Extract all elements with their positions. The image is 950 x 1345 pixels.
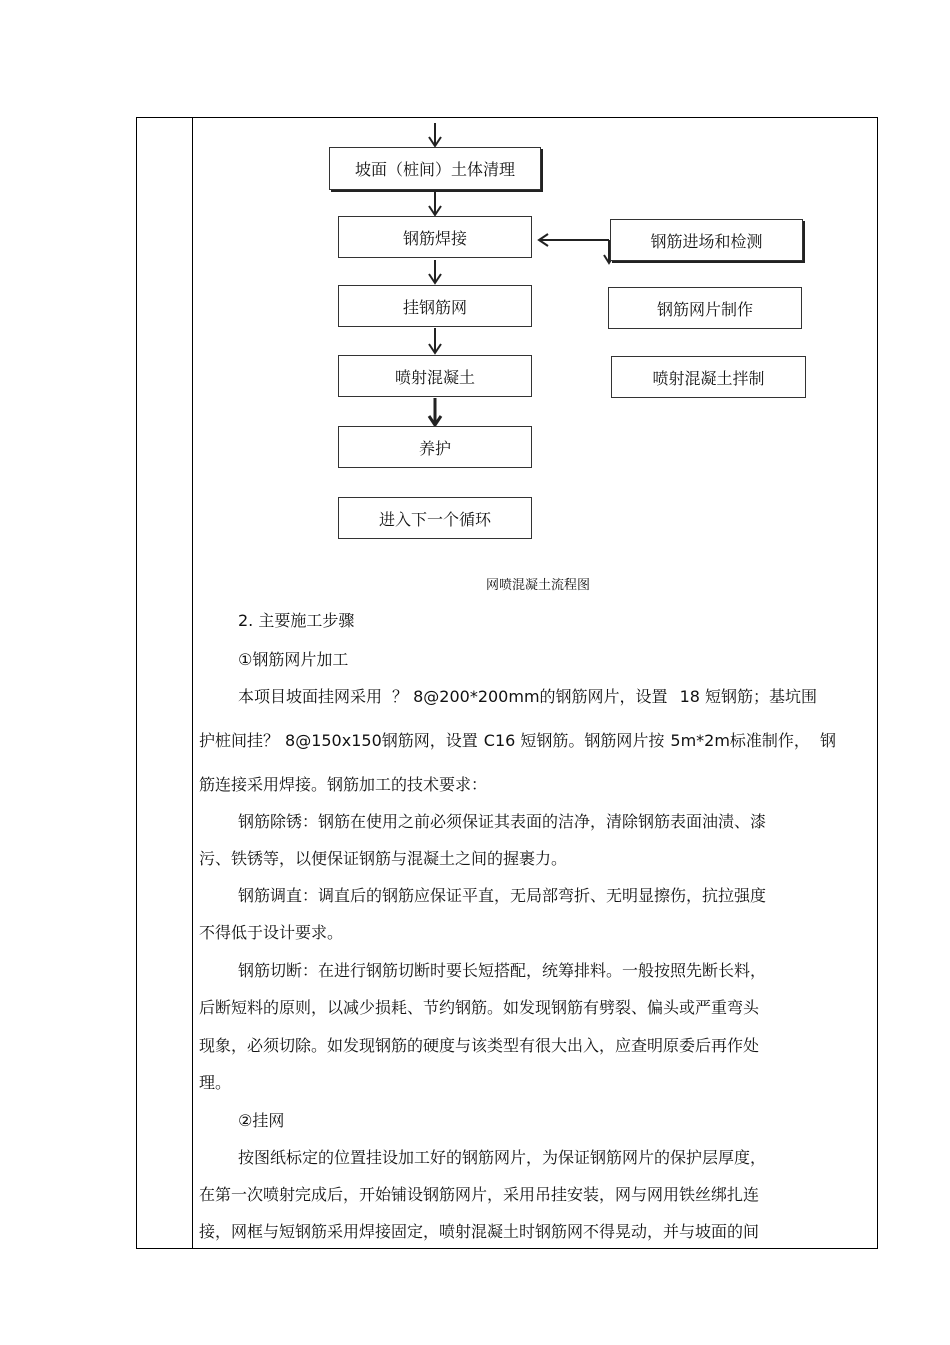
paragraph-1-line-3: 筋连接采用焊接。钢筋加工的技术要求：: [199, 775, 488, 794]
text-line: 现象，必须切除。如发现钢筋的硬度与该类型有很大出入，应查明原委后再作处: [199, 1036, 760, 1055]
flow-step-3: 挂钢筋网: [338, 285, 532, 327]
flow-side-3: 喷射混凝土拌制: [611, 356, 806, 398]
flow-step-1: 坡面（桩间）土体清理: [329, 147, 541, 190]
flow-caption: 网喷混凝土流程图: [486, 578, 591, 593]
text-line: 钢筋切断：在进行钢筋切断时要长短搭配，统筹排料。一般按照先断长料，: [238, 961, 767, 980]
section-heading: 2. 主要施工步骤: [238, 611, 355, 630]
paragraph-1-line-1: 本项目坡面挂网采用 ？ 8@200*200mm的钢筋网片，设置 18 短钢筋；基坑围: [238, 687, 818, 706]
flow-side-2: 钢筋网片制作: [608, 287, 802, 329]
text-line: 不得低于设计要求。: [199, 923, 344, 942]
flow-step-4: 喷射混凝土: [338, 355, 532, 397]
text-line: 后断短料的原则，以减少损耗、节约钢筋。如发现钢筋有劈裂、偏头或严重弯头: [199, 998, 760, 1017]
text-line: 钢筋调直：调直后的钢筋应保证平直，无局部弯折、无明显擦伤，抗拉强度: [238, 886, 767, 905]
text-line: 污、铁锈等，以便保证钢筋与混凝土之间的握裹力。: [199, 849, 568, 868]
flow-step-6: 进入下一个循环: [338, 497, 532, 539]
paragraph-1-line-2: 护桩间挂？ 8@150x150钢筋网，设置 C16 短钢筋。钢筋网片按 5m*2m标准制作， 钢: [199, 731, 836, 750]
flow-step-5: 养护: [338, 426, 532, 468]
flow-side-1: 钢筋进场和检测: [610, 219, 803, 261]
flow-step-2: 钢筋焊接: [338, 216, 532, 258]
subheading-2: ②挂网: [238, 1111, 285, 1130]
text-line: 按图纸标定的位置挂设加工好的钢筋网片，为保证钢筋网片的保护层厚度，: [238, 1148, 767, 1167]
text-line: 理。: [199, 1073, 232, 1092]
text-line: 在第一次喷射完成后，开始铺设钢筋网片，采用吊挂安装，网与网用铁丝绑扎连: [199, 1185, 760, 1204]
text-line: 接，网框与短钢筋采用焊接固定，喷射混凝土时钢筋网不得晃动，并与坡面的间: [199, 1222, 760, 1241]
text-line: 钢筋除锈：钢筋在使用之前必须保证其表面的洁净，清除钢筋表面油渍、漆: [238, 812, 767, 831]
subheading-1: ①钢筋网片加工: [238, 650, 349, 669]
